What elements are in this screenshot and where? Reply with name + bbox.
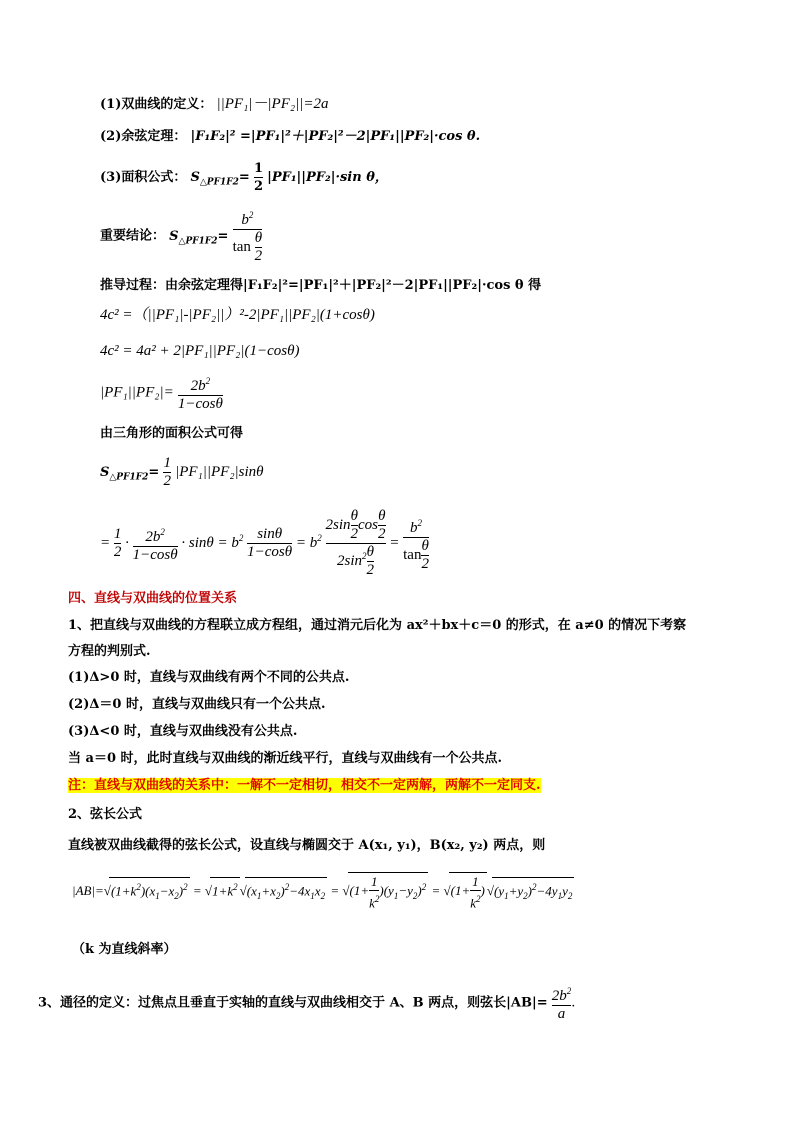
note-line xyxy=(68,777,541,795)
item-3-text: 3、通径的定义：过焦点且垂直于实轴的直线与双曲线相交于 A、B 两点，则弦长|AB|= xyxy=(38,995,548,1011)
definition-formula: ||PF₁|－|PF₂||=2a xyxy=(216,96,329,112)
derivation-text: 推导过程：由余弦定理得|F₁F₂|²=|PF₁|²＋|PF₂|²－2|PF₁||PF₂|·cos θ 得 xyxy=(100,278,542,293)
item-2-title: 2、弦长公式 xyxy=(68,807,143,822)
item-1-line-2: 方程的判别式. xyxy=(68,644,151,659)
equation-3 xyxy=(100,373,223,413)
area-formula-rhs: |PF₁||PF₂|·sin θ， xyxy=(267,170,388,185)
chain-frac-d: $b^2$ tan $\frac{\theta}{2}$ xyxy=(403,517,429,572)
item-3-line: 3、通径的定义：过焦点且垂直于实轴的直线与双曲线相交于 A、B 两点，则弦长|AB|= $\frac{2b^2}{a}$ . xyxy=(38,983,575,1023)
conclusion-area-symbol: $S_{\triangle PF1F2}=$ xyxy=(169,228,229,247)
case-4: 当 a＝0 时，此时直线与双曲线的渐近线平行，直线与双曲线有一个公共点. xyxy=(68,751,503,766)
half-fraction: $\frac{1}{2}$ xyxy=(253,161,263,194)
case-3: (3)Δ<0 时，直线与双曲线没有公共点. xyxy=(68,724,298,739)
cosine-law-label: (2)余弦定理： xyxy=(100,129,187,144)
item-1-line-1: 1、把直线与双曲线的方程联立成方程组，通过消元后化为 ax²＋bx＋c＝0 的形式，在 a≠0 的情况下考察 xyxy=(68,618,687,633)
conclusion-fraction: $b^2$ tan $\frac{\theta}{2}$ xyxy=(232,210,263,264)
definition-label: (1)双曲线的定义： xyxy=(100,97,213,112)
area-intro-text: 由三角形的面积公式可得 xyxy=(100,426,244,441)
chord-length-formula: $|AB|=√(1+k^2)(x_1-x_2)^2 = √1+k^2$ $√(x_1+x_2)^2-4x_1x_2 = √(1+$ $\frac{1}{k^2}$ )$(y_1-y_2)^2 = √(1+$ $\frac{1}{k^2}$ ) $√(y_1+y_2)^2-4y_1y_2$ xyxy=(72,874,573,911)
cosine-law-line xyxy=(100,128,480,146)
case-2: (2)Δ＝0 时，直线与双曲线只有一个公共点. xyxy=(68,697,326,712)
note-highlight: 注：直线与双曲线的关系中：一解不一定相切，相交不一定两解，两解不一定同支. xyxy=(68,778,541,793)
area-derivation-line xyxy=(100,455,264,490)
area-derivation-symbol: $S_{\triangle PF1F2}=$ xyxy=(100,465,160,483)
case-1: (1)Δ>0 时，直线与双曲线有两个不同的公共点. xyxy=(68,670,350,685)
area-formula-label: (3)面积公式： xyxy=(100,170,187,185)
latus-rectum-fraction: $\frac{2b^2}{a}$ xyxy=(551,986,572,1022)
slope-note: （k 为直线斜率） xyxy=(72,942,177,957)
section-4-title: 四、直线与双曲线的位置关系 xyxy=(68,591,238,606)
chain-frac-c: 2sin $\frac{\theta}{2}$ cos $\frac{\theta}{2}$ $2\sin^2$ $\frac{\theta}{2}$ xyxy=(325,508,386,578)
equation-3-left: |PF₁||PF₂|= xyxy=(100,384,174,401)
equation-3-fraction: $\frac{2b^2}{1-\cos\theta}$ xyxy=(177,376,223,412)
area-derivation-half: $\frac{1}{2}$ xyxy=(163,455,171,489)
definition-line xyxy=(100,95,328,114)
chain-frac-half: $\frac{1}{2}$ xyxy=(113,526,122,560)
chain-frac-b: $\frac{\sin\theta}{1-\cos\theta}$ xyxy=(247,526,293,560)
equation-1: 4c² =（||PF₁|-|PF₂||）²-2|PF₁||PF₂|(1+cosθ) xyxy=(100,307,375,323)
conclusion-label: 重要结论： xyxy=(100,228,166,244)
area-symbol: $S_{\triangle PF1F2}=$ xyxy=(190,170,250,188)
area-chain-equation: = $\frac{1}{2}$ · $\frac{2b^2}{1-\cos\theta}$ · $\sin\theta = b^2$ $\frac{\sin\theta}{1-\cos\theta}$ = $b^2$ 2sin $\frac{\theta}{2}$ cos $\frac{\theta}{2}$ $2\sin^2$ $\frac{\theta}{2}$ = $b^2$ tan $\frac{\theta}{2}$ xyxy=(100,508,429,578)
equation-2: 4c² = 4a² + 2|PF₁||PF₂|(1−cosθ) xyxy=(100,343,300,359)
chain-frac-a: $\frac{2b^2}{1-\cos\theta}$ xyxy=(132,526,178,563)
area-derivation-rhs: |PF₁||PF₂|sinθ xyxy=(175,464,264,480)
cosine-law-formula: |F₁F₂|² =|PF₁|²＋|PF₂|²－2|PF₁||PF₂|·cos θ. xyxy=(190,129,481,144)
item-2-text: 直线被双曲线截得的弦长公式，设直线与椭圆交于 A(x₁, y₁)，B(x₂, y₂) 两点，则 xyxy=(68,838,546,853)
conclusion-line xyxy=(100,207,262,265)
area-formula-line xyxy=(100,160,388,195)
